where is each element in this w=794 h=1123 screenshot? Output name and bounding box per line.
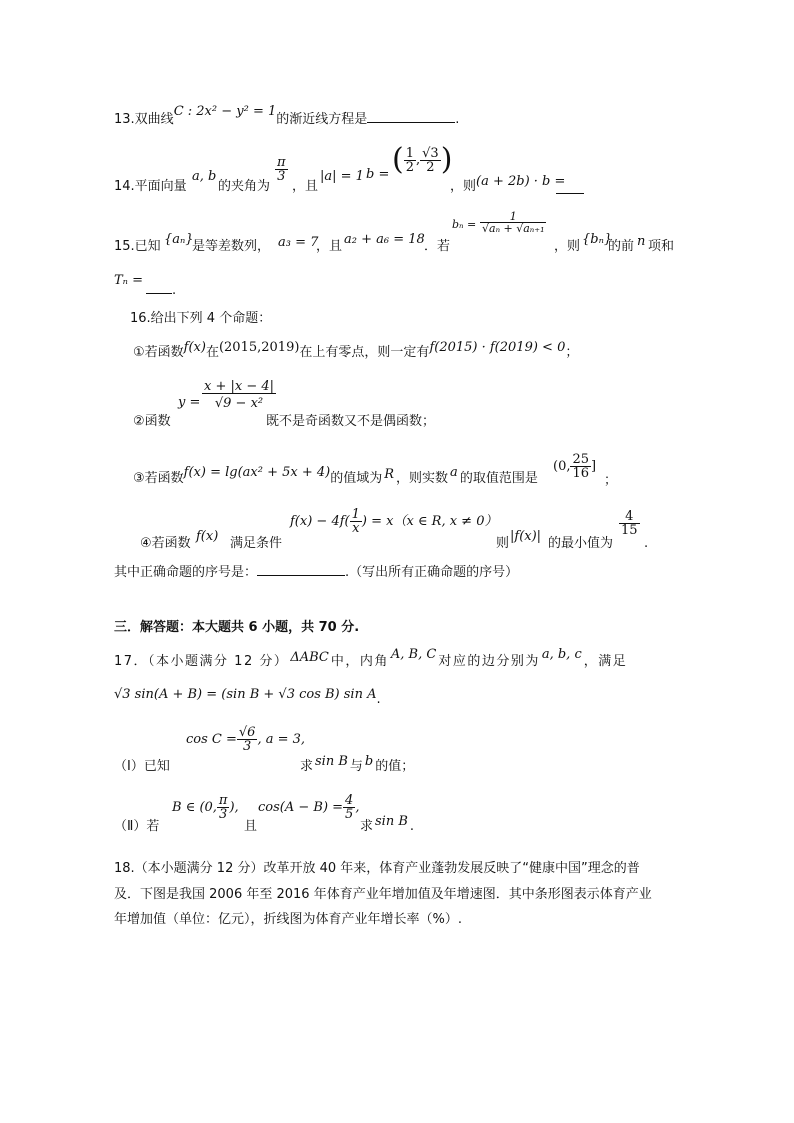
q14-b1-num: 1 [405, 145, 414, 161]
q16-p3-range-den: 16 [572, 466, 590, 481]
q14-answer-blank[interactable] [556, 182, 584, 197]
q16-p3-a: ③若函数 [133, 471, 184, 486]
q18-line-1: 18.（本小题满分 12 分）改革开放 40 年来，体育产业蓬勃发展反映了“健康中国”理念的普 [114, 861, 640, 876]
q13-prefix: 13.双曲线 [114, 112, 174, 127]
q16-p4-expr1: f(x) − 4f( [290, 514, 350, 529]
q16-intro: 16.给出下列 4 个命题： [130, 311, 272, 326]
q16-p2-frac [202, 380, 276, 410]
q16-footer-b: .（写出所有正确命题的序号） [345, 565, 519, 580]
q16-p4-f: f(x) [196, 529, 219, 544]
q16-p3-b: 的值域为 [330, 471, 383, 486]
q17-tri: ΔABC [290, 650, 329, 665]
q16-p3-range [553, 453, 596, 480]
q16-p3-c: ，则实数 [396, 471, 449, 486]
q17-part2-cond-text: B ∈ (0, [172, 800, 217, 815]
q16-p3-range-left: (0, [553, 459, 571, 474]
q14-cond2-lhs: b = [366, 167, 390, 182]
q13-tail: . [455, 112, 460, 127]
q17-equation: √3 sin(A + B) = (sin B + √3 cos B) sin A [114, 687, 377, 702]
q17-part2-a: （Ⅱ）若 [114, 819, 160, 834]
q16-p2-b: 既不是奇函数又不是偶函数； [266, 414, 436, 429]
q16-p3-range-num: 25 [572, 452, 590, 467]
q17-part2-comma: , [355, 800, 360, 815]
q15-seq-b: {bₙ} [582, 232, 613, 247]
q14-mid2: ，且 [292, 179, 319, 194]
q16-p4-expr2: ) = x（x ∈ R, x ≠ 0） [361, 514, 498, 529]
q17-part1-d: 的值； [375, 759, 415, 774]
q17-part2-c: 求 [360, 819, 374, 834]
q16-p3-d: 的取值范围是 [459, 471, 538, 486]
q16-p4-num: 1 [351, 507, 360, 522]
q17-part1-cond [186, 726, 305, 753]
q17-part1-b: 求 [300, 759, 314, 774]
q17-mid2: 对应的边分别为 [438, 654, 540, 669]
q15-mid2: ，且 [316, 239, 343, 254]
q14-vectors: a, b [192, 169, 217, 184]
q15-suffix: 项和 [648, 239, 675, 254]
q16-p2-lhs: y = [178, 395, 201, 410]
q16-p1-c: 在上有零点，则一定有 [299, 345, 430, 360]
q17-part2-den2: 5 [345, 807, 354, 822]
q15-seq-a: {aₙ} [164, 232, 194, 247]
q15-bn-frac [480, 211, 546, 234]
q17-mid1: 中，内角 [330, 654, 389, 669]
q16-p4-a: ④若函数 [140, 536, 191, 551]
q16-p4-b: 满足条件 [230, 536, 283, 551]
q14-angle-num: π [277, 155, 286, 170]
q17-part1-cos: cos C = [186, 732, 237, 747]
q16-p1-expr: f(2015) · f(2019) < 0 [429, 340, 566, 355]
q17-part2-den: 3 [217, 807, 230, 821]
q17-part1-rest [300, 754, 415, 774]
q17-part2-close: ), [229, 800, 239, 815]
q13-answer-blank[interactable] [367, 111, 455, 123]
q17-part1-cond-text: , a = 3, [257, 732, 306, 747]
q17-part2-eq [258, 794, 359, 821]
q16-p4-abs: |f(x)| [510, 529, 542, 544]
q16-answer-blank[interactable] [257, 564, 345, 576]
q16-p3-avar: a [450, 465, 458, 480]
q16-p1-a: ①若函数 [133, 345, 184, 360]
q17-part2-num: π [218, 793, 228, 808]
q17-part1-sinb: sin B [315, 754, 348, 769]
q14-mid3: ，则 [450, 179, 477, 194]
q17-sides: a, b, c [541, 647, 582, 662]
question-14 [114, 148, 187, 194]
q15-prefix: 15.已知 [114, 239, 161, 254]
q16-p4-c: 则 [496, 536, 510, 551]
q16-p1-f: f(x) [183, 340, 206, 355]
q16-p2-den: √9 − x² [202, 393, 276, 410]
q15-mid4: ，则 [554, 239, 581, 254]
q15-bn-lhs: bₙ = [452, 218, 477, 231]
question-13 [114, 104, 460, 127]
q15-bn-num: 1 [509, 210, 517, 223]
q17-equation-line [114, 687, 381, 707]
q16-prop3 [133, 465, 538, 486]
q14-b-vector: ( $\frac{1}{2}$ , $\frac{√3}{2}$ ) [392, 142, 453, 177]
q18-line-3: 年增加值（单位：亿元），折线图为体育产业年增长率（%）. [114, 912, 462, 927]
q14-cond1: |a| = 1 [320, 169, 364, 184]
q16-p4-d: 的最小值为 [548, 536, 614, 551]
q14-mid1: 的夹角为 [218, 179, 271, 194]
q17-part2-rest [360, 814, 415, 834]
q17-angles: A, B, C [390, 647, 437, 662]
q17-part1-num: √6 [238, 725, 256, 740]
q17-part2-sinb: sin B [375, 814, 408, 829]
q17-part2-tail: . [409, 819, 415, 834]
q16-p4-ans-num: 4 [625, 509, 634, 524]
q14-b2-num: √3 [422, 145, 439, 161]
q16-p1-interval: (2015,2019) [218, 340, 300, 355]
q16-p3-expr: f(x) = lg(ax² + 5x + 4) [183, 465, 331, 480]
q14-angle [275, 156, 288, 183]
q16-p3-R: R [384, 467, 395, 482]
question-17 [114, 647, 628, 669]
q17-part2-eq-text: cos(A − B) = [258, 800, 344, 815]
q16-p2-a: ②函数 [133, 414, 171, 429]
q16-p4-den: x [350, 521, 362, 535]
q15-n: n [637, 234, 646, 249]
q17-eq-tail: . [376, 692, 381, 707]
q16-p1-b: 在 [205, 345, 219, 360]
q17-part2-cond [172, 794, 239, 821]
q13-formula: C : 2x² − y² = 1 [173, 104, 277, 119]
q14-angle-den: 3 [275, 169, 288, 183]
q16-p3-e: ； [604, 473, 618, 488]
q17-part2-num2: 4 [345, 793, 354, 808]
q15-mid1: 是等差数列， [192, 239, 271, 254]
q17-part1-c: 与 [349, 759, 363, 774]
q15-answer-blank[interactable] [146, 282, 176, 297]
q14-expr: (a + 2b) · b = [476, 174, 566, 189]
q16-p2-num: x + |x − 4| [204, 379, 275, 394]
q15-bn-den: √aₙ + √aₙ₊₁ [482, 222, 545, 235]
q15-a3: a₃ = 7 [278, 235, 319, 250]
q18-line-2: 及．下图是我国 2006 年至 2016 年体育产业年增加值及年增速图．其中条形图表示体育产业 [114, 887, 652, 902]
q15-mid5: 的前 [608, 239, 635, 254]
q16-p4-ans-den: 15 [621, 523, 638, 538]
q16-footer-a: 其中正确命题的序号是： [114, 565, 258, 580]
q15-cond: a₂ + a₆ = 18 [344, 232, 425, 247]
section-3-title: 三．解答题：本大题共 6 小题，共 70 分. [114, 620, 360, 635]
q14-b1-den: 2 [405, 159, 414, 175]
q17-prefix: 17．（本小题满分 12 分） [114, 654, 289, 669]
q16-footer [114, 564, 518, 579]
q17-part1-den: 3 [237, 739, 258, 753]
q17-part2-b: 且 [244, 819, 258, 834]
q16-p4-cond [290, 508, 497, 535]
q15-mid3: ．若 [424, 239, 451, 254]
q14-prefix: 14.平面向量 [114, 179, 187, 194]
q17-part1-a: （Ⅰ）已知 [114, 759, 170, 774]
q14-b2-den: 2 [420, 160, 441, 174]
q15-tail: . [172, 283, 177, 298]
q17-part1-bvar: b [364, 754, 374, 769]
q16-p3-range-right: ] [591, 459, 597, 474]
q15-tn: Tₙ = [114, 273, 143, 288]
q16-prop1 [133, 340, 579, 360]
q16-p4-ans [619, 510, 640, 537]
q17-mid3: ，满足 [583, 654, 628, 669]
q13-suffix: 的渐近线方程是 [276, 112, 368, 127]
q16-p1-d: ； [565, 345, 579, 360]
q16-p4-e: . [644, 536, 649, 551]
